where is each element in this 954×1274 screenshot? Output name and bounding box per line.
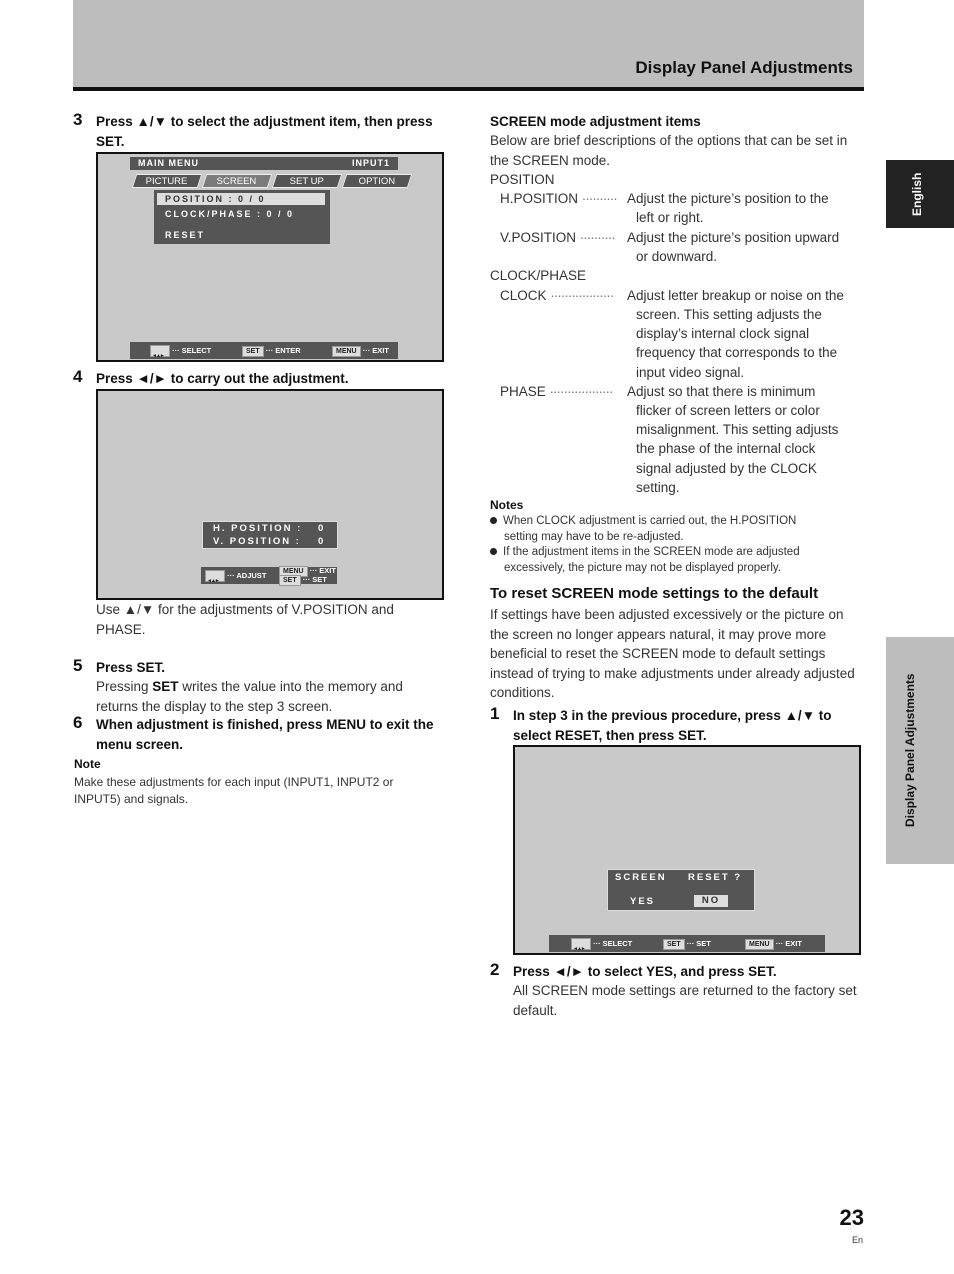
side-tab-section[interactable] xyxy=(886,637,954,864)
step-4-number: 4 xyxy=(73,367,83,386)
screen-items-title: SCREEN mode adjustment items xyxy=(490,114,701,129)
osd-input-label: INPUT1 xyxy=(351,158,390,168)
osd-row-reset[interactable]: RESET xyxy=(165,230,206,240)
header-rule xyxy=(73,87,864,91)
phase-desc-1: Adjust so that there is minimum xyxy=(627,384,816,399)
osd-hpos-value: 0 xyxy=(318,523,326,534)
side-tab-english-label: English xyxy=(910,172,924,216)
step-4-text: Press ◄/► to carry out the adjustment. xyxy=(96,371,349,386)
osd-tab-screen[interactable]: SCREEN xyxy=(202,174,273,188)
reset-step-2-number: 2 xyxy=(490,960,500,979)
osd-screen-reset xyxy=(513,745,861,955)
vpos-item: V.POSITION ·········· xyxy=(500,230,615,245)
side-tab-section-label: Display Panel Adjustments xyxy=(903,673,917,827)
set-key-icon: SET xyxy=(663,939,685,950)
menu-key-icon: MENU xyxy=(332,346,361,357)
vpos-desc-2: or downward. xyxy=(636,249,718,264)
osd-hpos-label: H. POSITION : xyxy=(213,523,303,534)
step-5-text: Pressing SET writes the value into the memory and returns the display to the step 3 screen. xyxy=(96,679,403,714)
osd-reset-yes[interactable]: YES xyxy=(630,896,656,907)
arrow-keys-icon xyxy=(571,938,591,950)
osd-row-clock-phase[interactable]: CLOCK/PHASE : 0 / 0 xyxy=(165,209,295,219)
note-item-2: If the adjustment items in the SCREEN mode are adjusted excessively, the picture may not be displayed properly. xyxy=(490,544,860,576)
step-4-note: Use ▲/▼ for the adjustments of V.POSITION and PHASE. xyxy=(96,602,394,637)
language-code: En xyxy=(851,1235,863,1245)
step-3-number: 3 xyxy=(73,110,83,129)
phase-desc-6: setting. xyxy=(636,480,680,495)
reset-section-title: To reset SCREEN mode settings to the default xyxy=(490,585,819,602)
arrow-keys-icon xyxy=(205,570,225,582)
osd-screen-position-adjust xyxy=(96,389,444,600)
osd-vpos-label: V. POSITION : xyxy=(213,536,301,547)
osd-reset-no[interactable]: NO xyxy=(694,895,728,907)
hpos-desc-1: Adjust the picture’s position to the xyxy=(627,191,829,206)
menu-key-icon: MENU xyxy=(745,939,774,950)
screen-items-intro: Below are brief descriptions of the options that can be set in the SCREEN mode. xyxy=(490,133,848,168)
bullet-icon xyxy=(490,517,497,524)
vpos-desc-1: Adjust the picture’s position upward xyxy=(627,230,840,245)
note-text: Make these adjustments for each input (INPUT1, INPUT2 or INPUT5) and signals. xyxy=(74,775,394,806)
osd-reset-box xyxy=(607,869,755,911)
osd-legend: ◄▲► ··· SELECT SET ··· ENTER MENU ··· EXIT xyxy=(130,342,398,359)
osd-reset-legend: ◄▲► ··· SELECT SET ··· SET MENU ··· EXIT xyxy=(549,935,825,952)
osd-screen-submenu xyxy=(154,190,330,244)
reset-step-2-title: Press ◄/► to select YES, and press SET. xyxy=(513,964,777,979)
clock-desc-4: frequency that corresponds to the xyxy=(636,345,838,360)
page-number: 23 xyxy=(839,1205,864,1230)
osd-title-bar xyxy=(130,157,398,170)
osd-position-box xyxy=(202,521,338,549)
bullet-icon xyxy=(490,548,497,555)
phase-desc-2: flicker of screen letters or color xyxy=(636,403,820,418)
clock-item: CLOCK ·················· xyxy=(500,288,614,303)
step-5-title: Press SET. xyxy=(96,660,166,675)
osd-vpos-value: 0 xyxy=(318,536,326,547)
phase-desc-5: signal adjusted by the CLOCK xyxy=(636,461,817,476)
arrow-keys-icon xyxy=(150,345,170,357)
side-tab-english[interactable] xyxy=(886,160,954,228)
osd-row-position[interactable]: POSITION : 0 / 0 xyxy=(157,193,325,205)
phase-desc-3: misalignment. This setting adjusts xyxy=(636,422,839,437)
clock-desc-1: Adjust letter breakup or noise on the xyxy=(627,288,844,303)
reset-step-2-text: All SCREEN mode settings are returned to the factory set default. xyxy=(513,983,857,1018)
reset-step-1-number: 1 xyxy=(490,704,500,723)
hpos-desc-2: left or right. xyxy=(636,210,704,225)
osd-reset-title-left: SCREEN xyxy=(615,872,667,883)
position-heading: POSITION xyxy=(490,172,555,187)
osd-tab-option[interactable]: OPTION xyxy=(342,174,413,188)
osd-tabs xyxy=(134,174,414,188)
osd-tab-picture[interactable]: PICTURE xyxy=(132,174,203,188)
note-title: Note xyxy=(74,757,101,771)
notes-title: Notes xyxy=(490,498,524,512)
menu-key-icon: MENU xyxy=(279,566,308,577)
step-6-text: When adjustment is finished, press MENU to exit the menu screen. xyxy=(96,717,434,752)
osd-menu-title: MAIN MENU xyxy=(138,158,199,168)
clock-desc-3: display’s internal clock signal xyxy=(636,326,810,341)
osd-screen-main-menu xyxy=(96,152,444,362)
header-band xyxy=(73,0,864,88)
osd-reset-title-right: RESET ? xyxy=(688,872,743,883)
step-5-number: 5 xyxy=(73,656,83,675)
clock-desc-2: screen. This setting adjusts the xyxy=(636,307,822,322)
note-item-1: When CLOCK adjustment is carried out, the H.POSITION setting may have to be re-adjusted. xyxy=(490,513,860,545)
step-6-number: 6 xyxy=(73,713,83,732)
set-key-icon: SET xyxy=(279,575,301,586)
page-section-title: Display Panel Adjustments xyxy=(635,58,853,77)
step-3-text: Press ▲/▼ to select the adjustment item, then press SET. xyxy=(96,114,433,149)
phase-desc-4: the phase of the internal clock xyxy=(636,441,816,456)
osd-adjust-legend: ◄▲► ··· ADJUST MENU ··· EXIT SET ··· SET xyxy=(201,567,337,584)
reset-section-text: If settings have been adjusted excessively or the picture on the screen no longer appears natural, it may prove more beneficial to reset the SCREEN mode to default settings instead of trying to make adjustments under already adjusted conditions. xyxy=(490,607,855,700)
reset-step-1-text: In step 3 in the previous procedure, press ▲/▼ to select RESET, then press SET. xyxy=(513,708,832,743)
hpos-item: H.POSITION ·········· xyxy=(500,191,617,206)
set-key-icon: SET xyxy=(242,346,264,357)
clockphase-heading: CLOCK/PHASE xyxy=(490,268,587,283)
osd-tab-setup[interactable]: SET UP xyxy=(272,174,343,188)
clock-desc-5: input video signal. xyxy=(636,365,745,380)
phase-item: PHASE ·················· xyxy=(500,384,613,399)
